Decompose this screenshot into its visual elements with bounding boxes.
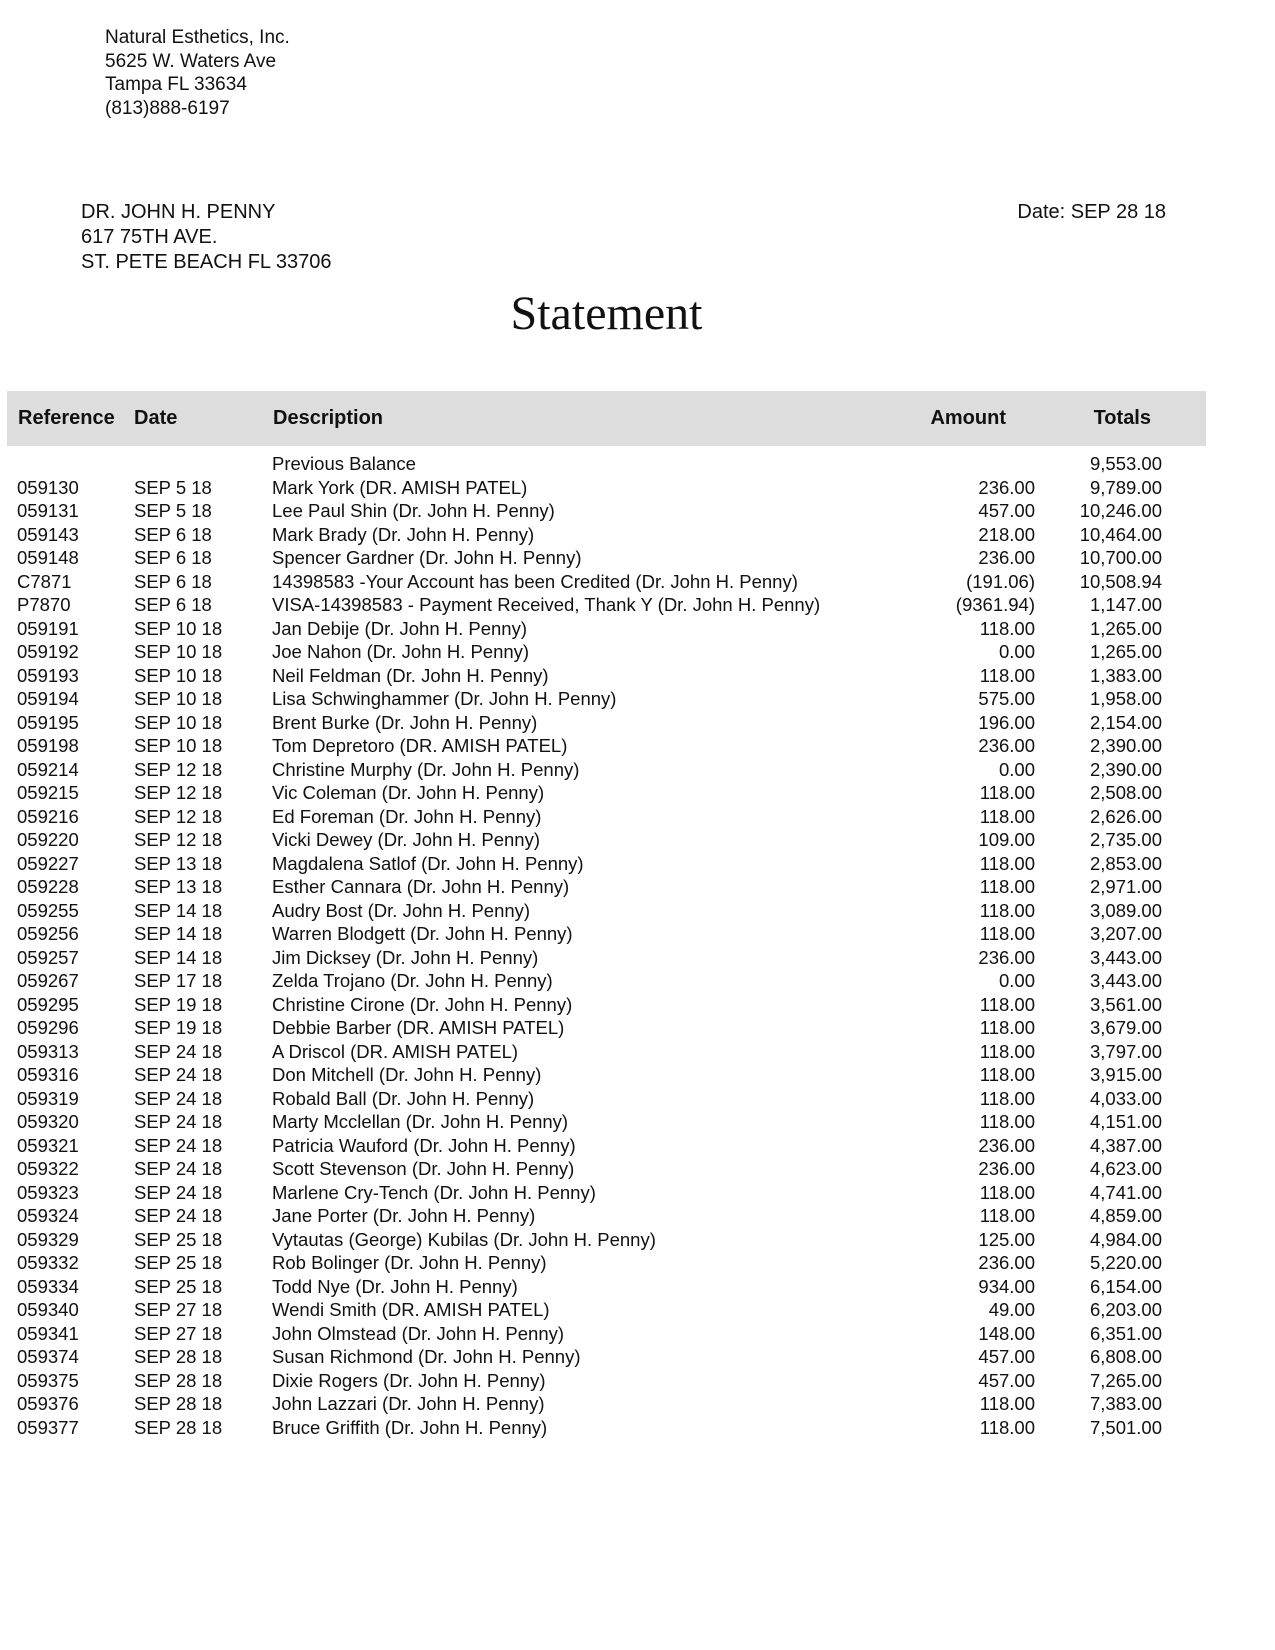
table-row <box>0 1040 1275 1064</box>
cell-date: SEP 28 18 <box>134 1346 223 1367</box>
cell-description: Lee Paul Shin (Dr. John H. Penny) <box>272 500 555 521</box>
cell-amount: 118.00 <box>979 805 1035 827</box>
cell-description: Christine Cirone (Dr. John H. Penny) <box>272 993 573 1015</box>
cell-date: SEP 10 18 <box>134 664 223 686</box>
cell-reference: 059148 <box>17 547 79 568</box>
cell-description: Debbie Barber (DR. AMISH PATEL) <box>272 1017 565 1038</box>
cell-amount: 118.00 <box>979 664 1035 686</box>
cell-description: Previous Balance <box>272 453 416 474</box>
cell-date: SEP 24 18 <box>134 1111 223 1132</box>
table-row <box>0 570 1275 594</box>
table-row <box>0 1275 1275 1299</box>
cell-amount: 236.00 <box>978 735 1035 756</box>
cell-description: John Olmstead (Dr. John H. Penny) <box>272 1322 565 1344</box>
cell-reference: 059334 <box>17 1275 79 1297</box>
cell-total: 3,797.00 <box>1089 1040 1162 1062</box>
table-row <box>0 1016 1275 1040</box>
table-row <box>0 1110 1275 1134</box>
cell-date: SEP 14 18 <box>134 923 223 944</box>
table-row <box>0 1298 1275 1322</box>
cell-total: 1,265.00 <box>1089 641 1162 662</box>
cell-amount: 457.00 <box>978 1346 1035 1367</box>
table-row <box>0 805 1275 829</box>
page-title: Statement <box>510 287 703 340</box>
cell-date: SEP 12 18 <box>134 805 223 827</box>
table-row <box>0 922 1275 946</box>
cell-description: Vic Coleman (Dr. John H. Penny) <box>272 782 545 803</box>
table-row <box>0 1087 1275 1111</box>
cell-description: 14398583 -Your Account has been Credited (Dr. John H. Penny) <box>272 570 798 592</box>
cell-date: SEP 6 18 <box>134 523 212 545</box>
cell-reference: 059375 <box>17 1369 79 1391</box>
cell-description: Ed Foreman (Dr. John H. Penny) <box>272 805 542 827</box>
cell-reference: 059323 <box>17 1181 79 1203</box>
table-row <box>0 828 1275 852</box>
cell-date: SEP 28 18 <box>134 1416 223 1438</box>
cell-date: SEP 12 18 <box>134 758 223 780</box>
cell-amount: 236.00 <box>978 1134 1035 1156</box>
cell-total: 3,089.00 <box>1089 899 1162 921</box>
table-row <box>0 687 1275 711</box>
cell-reference: 059131 <box>17 500 79 521</box>
cell-date: SEP 6 18 <box>134 570 212 592</box>
cell-reference: 059256 <box>17 923 79 944</box>
cell-description: Neil Feldman (Dr. John H. Penny) <box>272 664 549 686</box>
cell-amount: 934.00 <box>978 1275 1035 1297</box>
cell-date: SEP 10 18 <box>134 735 223 756</box>
cell-amount: 236.00 <box>978 547 1035 568</box>
cell-description: John Lazzari (Dr. John H. Penny) <box>272 1393 545 1414</box>
recipient-city: ST. PETE BEACH FL 33706 <box>81 251 332 273</box>
cell-reference: 059194 <box>17 688 79 709</box>
cell-reference: 059195 <box>17 711 79 733</box>
cell-total: 2,390.00 <box>1089 758 1162 780</box>
table-row <box>0 546 1275 570</box>
cell-total: 10,464.00 <box>1079 523 1162 545</box>
table-header <box>7 391 1206 446</box>
cell-reference: 059198 <box>17 735 79 756</box>
cell-amount: 118.00 <box>979 782 1035 803</box>
table-row <box>0 1134 1275 1158</box>
cell-total: 2,390.00 <box>1089 735 1162 756</box>
table-row <box>0 640 1275 664</box>
cell-description: Esther Cannara (Dr. John H. Penny) <box>272 876 570 897</box>
table-row <box>0 758 1275 782</box>
table-row <box>0 1181 1275 1205</box>
cell-total: 4,387.00 <box>1089 1134 1162 1156</box>
cell-description: Marty Mcclellan (Dr. John H. Penny) <box>272 1111 569 1132</box>
cell-amount: 118.00 <box>979 1393 1035 1414</box>
cell-amount: 236.00 <box>978 476 1035 498</box>
cell-reference: 059332 <box>17 1252 79 1273</box>
table-row <box>0 1204 1275 1228</box>
cell-total: 3,207.00 <box>1089 923 1162 944</box>
cell-date: SEP 5 18 <box>134 476 212 498</box>
table-row <box>0 899 1275 923</box>
cell-amount: 236.00 <box>978 1252 1035 1273</box>
cell-reference: 059374 <box>17 1346 79 1367</box>
cell-date: SEP 24 18 <box>134 1158 223 1179</box>
cell-description: Scott Stevenson (Dr. John H. Penny) <box>272 1158 575 1179</box>
cell-total: 5,220.00 <box>1089 1252 1162 1273</box>
cell-total: 7,265.00 <box>1089 1369 1162 1391</box>
cell-amount: 118.00 <box>979 923 1035 944</box>
cell-amount: 0.00 <box>998 970 1035 991</box>
cell-reference: 059143 <box>17 523 79 545</box>
cell-date: SEP 24 18 <box>134 1087 223 1109</box>
cell-amount: 0.00 <box>998 641 1035 662</box>
cell-total: 1,383.00 <box>1089 664 1162 686</box>
cell-amount: 118.00 <box>979 899 1035 921</box>
table-row <box>0 664 1275 688</box>
cell-amount: 118.00 <box>979 852 1035 874</box>
cell-description: Tom Depretoro (DR. AMISH PATEL) <box>272 735 568 756</box>
cell-amount: 118.00 <box>979 1064 1035 1085</box>
statement-date: Date: SEP 28 18 <box>1017 201 1166 223</box>
cell-reference: 059296 <box>17 1017 79 1038</box>
sender-street: 5625 W. Waters Ave <box>105 50 277 72</box>
table-row <box>0 1416 1275 1440</box>
table-row <box>0 734 1275 758</box>
cell-reference: 059215 <box>17 782 79 803</box>
table-row <box>0 499 1275 523</box>
cell-amount: 236.00 <box>978 946 1035 968</box>
cell-description: Susan Richmond (Dr. John H. Penny) <box>272 1346 581 1367</box>
cell-total: 6,351.00 <box>1089 1322 1162 1344</box>
recipient-street: 617 75TH AVE. <box>81 226 218 248</box>
cell-date: SEP 6 18 <box>134 547 212 568</box>
cell-description: A Driscol (DR. AMISH PATEL) <box>272 1040 519 1062</box>
cell-total: 7,501.00 <box>1089 1416 1162 1438</box>
cell-description: Zelda Trojano (Dr. John H. Penny) <box>272 970 553 991</box>
cell-date: SEP 5 18 <box>134 500 212 521</box>
cell-description: Christine Murphy (Dr. John H. Penny) <box>272 758 580 780</box>
cell-total: 3,443.00 <box>1089 946 1162 968</box>
cell-total: 10,246.00 <box>1079 500 1162 521</box>
cell-amount: 236.00 <box>978 1158 1035 1179</box>
cell-date: SEP 14 18 <box>134 946 223 968</box>
cell-amount: (9361.94) <box>955 594 1035 615</box>
statement-table-body <box>0 452 1275 1439</box>
cell-reference: 059216 <box>17 805 79 827</box>
cell-reference: 059319 <box>17 1087 79 1109</box>
cell-description: Todd Nye (Dr. John H. Penny) <box>272 1275 518 1297</box>
cell-total: 1,147.00 <box>1089 594 1162 615</box>
table-row <box>0 523 1275 547</box>
cell-reference: 059193 <box>17 664 79 686</box>
cell-description: Jan Debije (Dr. John H. Penny) <box>272 617 528 639</box>
cell-amount: 457.00 <box>978 1369 1035 1391</box>
cell-reference: 059322 <box>17 1158 79 1179</box>
cell-total: 4,741.00 <box>1089 1181 1162 1203</box>
cell-reference: C7871 <box>17 570 72 592</box>
cell-date: SEP 24 18 <box>134 1064 223 1085</box>
cell-date: SEP 25 18 <box>134 1252 223 1273</box>
cell-total: 3,915.00 <box>1089 1064 1162 1085</box>
table-row <box>0 852 1275 876</box>
cell-description: Warren Blodgett (Dr. John H. Penny) <box>272 923 573 944</box>
header-date: Date <box>134 407 178 429</box>
cell-total: 3,561.00 <box>1089 993 1162 1015</box>
cell-amount: 109.00 <box>978 829 1035 850</box>
cell-description: Brent Burke (Dr. John H. Penny) <box>272 711 538 733</box>
cell-date: SEP 10 18 <box>134 688 223 709</box>
cell-date: SEP 25 18 <box>134 1275 223 1297</box>
table-row <box>0 875 1275 899</box>
cell-date: SEP 19 18 <box>134 1017 223 1038</box>
cell-date: SEP 13 18 <box>134 876 223 897</box>
cell-date: SEP 10 18 <box>134 641 223 662</box>
cell-description: Joe Nahon (Dr. John H. Penny) <box>272 641 530 662</box>
cell-description: Mark Brady (Dr. John H. Penny) <box>272 523 535 545</box>
cell-total: 3,679.00 <box>1089 1017 1162 1038</box>
cell-total: 3,443.00 <box>1089 970 1162 991</box>
cell-amount: 218.00 <box>978 523 1035 545</box>
cell-description: Mark York (DR. AMISH PATEL) <box>272 476 528 498</box>
cell-reference: 059192 <box>17 641 79 662</box>
header-amount: Amount <box>930 407 1006 429</box>
cell-description: Vytautas (George) Kubilas (Dr. John H. Penny) <box>272 1228 656 1250</box>
table-row <box>0 452 1275 476</box>
cell-total: 4,151.00 <box>1089 1111 1162 1132</box>
cell-date: SEP 14 18 <box>134 899 223 921</box>
cell-date: SEP 24 18 <box>134 1134 223 1156</box>
cell-date: SEP 6 18 <box>134 594 212 615</box>
cell-total: 10,700.00 <box>1079 547 1162 568</box>
cell-reference: 059214 <box>17 758 79 780</box>
cell-reference: 059227 <box>17 852 79 874</box>
cell-date: SEP 27 18 <box>134 1299 223 1320</box>
cell-amount: 125.00 <box>978 1228 1035 1250</box>
cell-amount: 118.00 <box>979 1111 1035 1132</box>
cell-amount: 118.00 <box>979 1017 1035 1038</box>
cell-total: 4,859.00 <box>1089 1205 1162 1226</box>
cell-amount: 196.00 <box>978 711 1035 733</box>
table-row <box>0 946 1275 970</box>
cell-date: SEP 12 18 <box>134 782 223 803</box>
cell-description: Wendi Smith (DR. AMISH PATEL) <box>272 1299 550 1320</box>
cell-reference: 059130 <box>17 476 79 498</box>
recipient-name: DR. JOHN H. PENNY <box>81 201 276 223</box>
cell-description: Vicki Dewey (Dr. John H. Penny) <box>272 829 541 850</box>
cell-amount: (191.06) <box>966 570 1035 592</box>
cell-date: SEP 12 18 <box>134 829 223 850</box>
cell-date: SEP 19 18 <box>134 993 223 1015</box>
cell-amount: 148.00 <box>978 1322 1035 1344</box>
cell-amount: 118.00 <box>979 993 1035 1015</box>
sender-phone: (813)888-6197 <box>105 97 230 119</box>
cell-total: 6,808.00 <box>1089 1346 1162 1367</box>
cell-total: 2,154.00 <box>1089 711 1162 733</box>
cell-total: 4,623.00 <box>1089 1158 1162 1179</box>
cell-total: 9,789.00 <box>1089 476 1162 498</box>
cell-amount: 118.00 <box>979 876 1035 897</box>
cell-total: 2,735.00 <box>1089 829 1162 850</box>
cell-total: 6,203.00 <box>1089 1299 1162 1320</box>
cell-reference: 059340 <box>17 1299 79 1320</box>
table-row <box>0 593 1275 617</box>
cell-reference: 059295 <box>17 993 79 1015</box>
cell-amount: 575.00 <box>978 688 1035 709</box>
cell-amount: 118.00 <box>979 1205 1035 1226</box>
table-row <box>0 1157 1275 1181</box>
cell-reference: P7870 <box>17 594 71 615</box>
table-row <box>0 617 1275 641</box>
cell-total: 2,853.00 <box>1089 852 1162 874</box>
cell-description: Bruce Griffith (Dr. John H. Penny) <box>272 1416 548 1438</box>
sender-city: Tampa FL 33634 <box>105 74 247 95</box>
cell-description: Audry Bost (Dr. John H. Penny) <box>272 899 531 921</box>
cell-reference: 059316 <box>17 1064 79 1085</box>
cell-amount: 49.00 <box>988 1299 1035 1320</box>
cell-date: SEP 27 18 <box>134 1322 223 1344</box>
cell-reference: 059228 <box>17 876 79 897</box>
cell-description: Magdalena Satlof (Dr. John H. Penny) <box>272 852 584 874</box>
header-description: Description <box>273 407 384 429</box>
cell-reference: 059377 <box>17 1416 79 1438</box>
table-row <box>0 1063 1275 1087</box>
table-row <box>0 1251 1275 1275</box>
cell-date: SEP 24 18 <box>134 1181 223 1203</box>
cell-description: Dixie Rogers (Dr. John H. Penny) <box>272 1369 546 1391</box>
cell-reference: 059341 <box>17 1322 79 1344</box>
cell-date: SEP 13 18 <box>134 852 223 874</box>
cell-reference: 059320 <box>17 1111 79 1132</box>
cell-date: SEP 17 18 <box>134 970 223 991</box>
cell-total: 2,971.00 <box>1089 876 1162 897</box>
cell-reference: 059321 <box>17 1134 79 1156</box>
cell-date: SEP 28 18 <box>134 1393 223 1414</box>
cell-description: Don Mitchell (Dr. John H. Penny) <box>272 1064 542 1085</box>
cell-total: 4,984.00 <box>1089 1228 1162 1250</box>
cell-total: 9,553.00 <box>1089 453 1162 474</box>
cell-date: SEP 24 18 <box>134 1205 223 1226</box>
cell-date: SEP 24 18 <box>134 1040 223 1062</box>
table-row <box>0 476 1275 500</box>
cell-description: Jim Dicksey (Dr. John H. Penny) <box>272 946 539 968</box>
cell-date: SEP 28 18 <box>134 1369 223 1391</box>
cell-total: 2,626.00 <box>1089 805 1162 827</box>
cell-description: Spencer Gardner (Dr. John H. Penny) <box>272 547 582 568</box>
table-row <box>0 711 1275 735</box>
cell-total: 10,508.94 <box>1079 570 1162 592</box>
header-totals: Totals <box>1093 407 1151 429</box>
cell-total: 1,958.00 <box>1089 688 1162 709</box>
cell-description: Jane Porter (Dr. John H. Penny) <box>272 1205 536 1226</box>
cell-amount: 118.00 <box>979 1416 1035 1438</box>
cell-reference: 059313 <box>17 1040 79 1062</box>
cell-reference: 059220 <box>17 829 79 850</box>
table-row <box>0 781 1275 805</box>
sender-name: Natural Esthetics, Inc. <box>105 27 290 48</box>
cell-date: SEP 25 18 <box>134 1228 223 1250</box>
cell-total: 2,508.00 <box>1089 782 1162 803</box>
cell-amount: 118.00 <box>979 1087 1035 1109</box>
table-row <box>0 993 1275 1017</box>
cell-reference: 059257 <box>17 946 79 968</box>
table-row <box>0 1322 1275 1346</box>
cell-date: SEP 10 18 <box>134 711 223 733</box>
cell-description: VISA-14398583 - Payment Received, Thank Y (Dr. John H. Penny) <box>272 594 821 615</box>
cell-reference: 059267 <box>17 970 79 991</box>
cell-description: Lisa Schwinghammer (Dr. John H. Penny) <box>272 688 617 709</box>
cell-amount: 0.00 <box>998 758 1035 780</box>
header-reference: Reference <box>18 407 115 429</box>
cell-description: Rob Bolinger (Dr. John H. Penny) <box>272 1252 547 1273</box>
table-row <box>0 1345 1275 1369</box>
cell-reference: 059329 <box>17 1228 79 1250</box>
sender-address <box>105 26 290 120</box>
cell-amount: 118.00 <box>979 1181 1035 1203</box>
table-row <box>0 1228 1275 1252</box>
cell-amount: 457.00 <box>978 500 1035 521</box>
cell-total: 6,154.00 <box>1089 1275 1162 1297</box>
cell-date: SEP 10 18 <box>134 617 223 639</box>
cell-total: 1,265.00 <box>1089 617 1162 639</box>
cell-total: 4,033.00 <box>1089 1087 1162 1109</box>
cell-reference: 059324 <box>17 1205 79 1226</box>
table-row <box>0 1369 1275 1393</box>
cell-reference: 059376 <box>17 1393 79 1414</box>
cell-description: Robald Ball (Dr. John H. Penny) <box>272 1087 535 1109</box>
table-row <box>0 1392 1275 1416</box>
cell-amount: 118.00 <box>979 617 1035 639</box>
cell-reference: 059255 <box>17 899 79 921</box>
cell-description: Marlene Cry-Tench (Dr. John H. Penny) <box>272 1181 596 1203</box>
cell-reference: 059191 <box>17 617 79 639</box>
cell-description: Patricia Wauford (Dr. John H. Penny) <box>272 1134 576 1156</box>
recipient-address <box>81 200 331 275</box>
table-row <box>0 969 1275 993</box>
cell-amount: 118.00 <box>979 1040 1035 1062</box>
cell-total: 7,383.00 <box>1089 1393 1162 1414</box>
